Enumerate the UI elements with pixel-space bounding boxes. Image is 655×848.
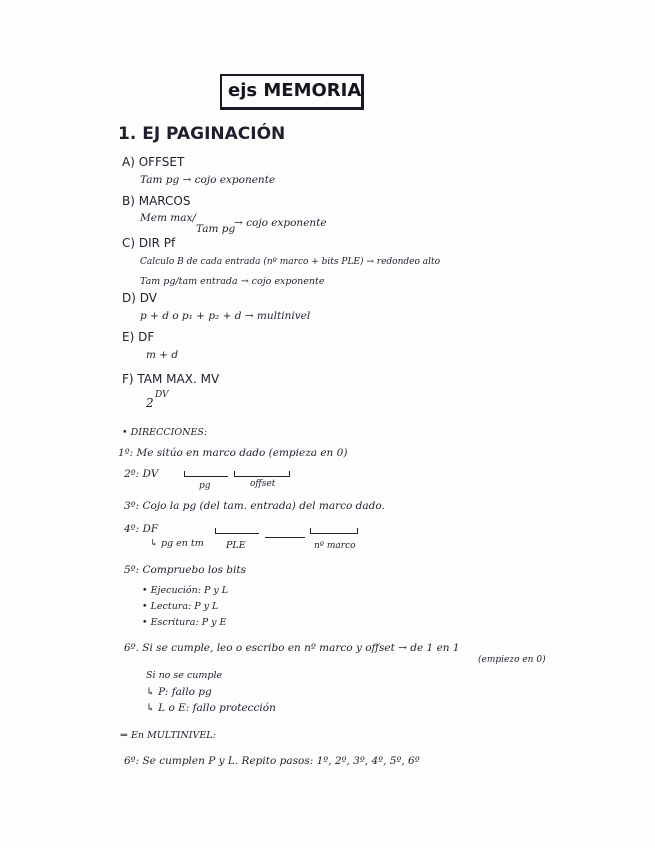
step-6-fallo-pg: ↳ P: fallo pg (146, 686, 212, 698)
offset-bracket-tick (234, 471, 235, 476)
marco-bracket-tick-end (357, 528, 358, 533)
item-b-text-2: Tam pg (196, 223, 236, 235)
item-b-text-1: Mem max/ (140, 212, 196, 224)
step-5: 5º: Compruebo los bits (124, 564, 246, 576)
step-6-note: (empiezo en 0) (478, 655, 546, 665)
multinivel-text: 6º: Se cumplen P y L. Repito pasos: 1º, 2º, 3º, 4º, 5º, 6º (124, 755, 420, 767)
marco-bracket (310, 533, 358, 534)
section-heading: 1. EJ PAGINACIÓN (118, 124, 286, 144)
bits-escritura: • Escritura: P y E (142, 617, 227, 628)
ple-bracket-tick (215, 528, 216, 533)
offset-bracket (234, 476, 290, 477)
page-title: ejs MEMORIA (228, 80, 362, 101)
item-b-label: B) MARCOS (122, 194, 191, 208)
step-1: 1º: Me sitúo en marco dado (empieza en 0) (118, 447, 348, 459)
item-c-text-2: Tam pg/tam entrada → cojo exponente (140, 276, 325, 287)
bits-lectura: • Lectura: P y L (142, 601, 219, 612)
step-6: 6º. Si se cumple, leo o escribo en nº marco y offset → de 1 en 1 (124, 642, 460, 654)
item-c-text-1: Calculo B de cada entrada (nº marco + bits PLE) → redondeo alto (140, 257, 441, 267)
pg-bracket (184, 476, 228, 477)
step-2: 2º: DV (124, 468, 159, 480)
item-a-label: A) OFFSET (122, 155, 185, 169)
item-a-text: Tam pg → cojo exponente (140, 174, 276, 186)
item-b-text-3: → cojo exponente (234, 217, 327, 229)
marco-bracket-tick (310, 528, 311, 533)
step-4-sub: ↳ pg en tm (150, 538, 204, 549)
item-e-text: m + d (146, 349, 179, 361)
item-f-exponent: DV (155, 390, 169, 400)
item-f-base: 2 (146, 396, 154, 410)
gap-line (265, 537, 305, 538)
direcciones-heading: • DIRECCIONES: (122, 427, 208, 438)
item-c-label: C) DIR Pf (122, 236, 176, 250)
ple-label: PLE (226, 540, 246, 551)
step-3: 3º: Cojo la pg (del tam. entrada) del marco dado. (124, 500, 385, 512)
pg-bracket-tick (184, 471, 185, 476)
step-4: 4º: DF (124, 523, 159, 535)
item-e-label: E) DF (122, 330, 155, 344)
ple-bracket (215, 533, 259, 534)
step-6-no: Si no se cumple (146, 670, 223, 681)
step-6-fallo-proteccion: ↳ L o E: fallo protección (146, 702, 276, 714)
item-d-label: D) DV (122, 291, 157, 305)
multinivel-heading: ⇒ En MULTINIVEL: (120, 730, 216, 741)
offset-label: offset (250, 479, 276, 489)
offset-bracket-tick-end (289, 471, 290, 476)
item-d-text: p + d o p₁ + p₂ + d → multinivel (140, 310, 311, 322)
bits-ejecucion: • Ejecución: P y L (142, 585, 229, 596)
item-f-label: F) TAM MAX. MV (122, 372, 220, 386)
marco-label: nº marco (314, 541, 356, 551)
pg-label: pg (199, 481, 211, 491)
